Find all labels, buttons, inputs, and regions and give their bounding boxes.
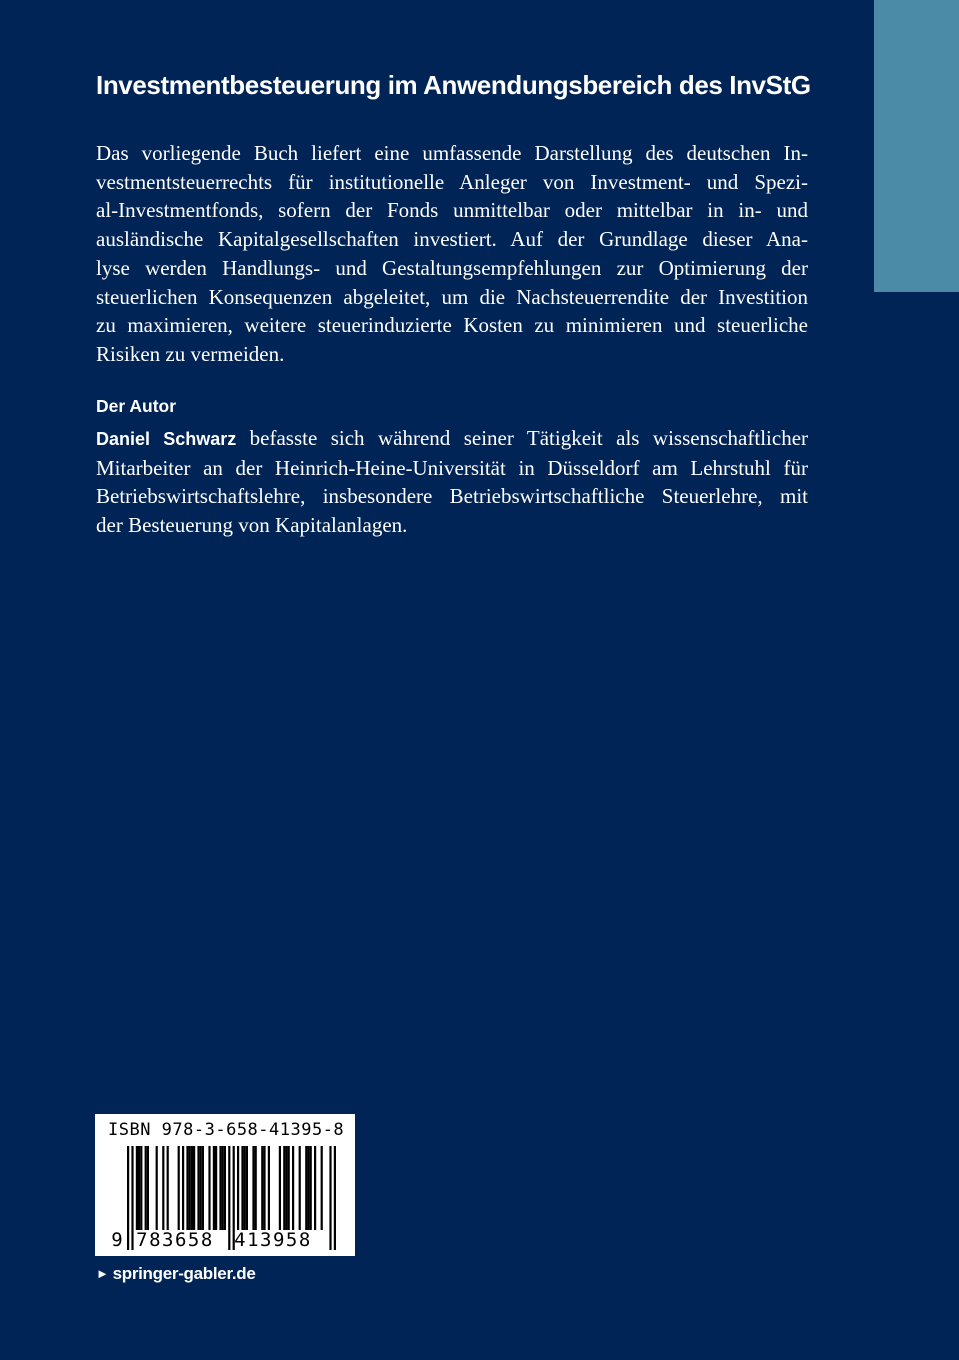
barcode-bar xyxy=(215,1146,217,1230)
accent-color-bar xyxy=(874,0,959,292)
barcode-bar xyxy=(208,1146,210,1230)
barcode-bar xyxy=(138,1146,140,1230)
book-description xyxy=(96,139,808,369)
barcode-bar xyxy=(329,1146,331,1250)
barcode-bar xyxy=(283,1146,285,1230)
author-name: Daniel Schwarz xyxy=(96,429,237,449)
author-bio-text: befasste sich während seiner Tätigkeit als wissenschaftlicher xyxy=(249,426,809,450)
barcode-bar xyxy=(305,1146,307,1230)
barcode-bar xyxy=(213,1146,215,1230)
author-bio-line: Mitarbeiter an der Heinrich-Heine-Universität in Düsseldorf am Lehrstuhl für xyxy=(96,455,808,480)
description-line: Risiken zu vermeiden. xyxy=(96,341,285,366)
isbn-label: ISBN 978-3-658-41395-8 xyxy=(108,1120,345,1140)
barcode-bar xyxy=(279,1146,281,1230)
barcode-bar xyxy=(189,1146,191,1230)
barcode-bar xyxy=(145,1146,147,1230)
barcode-bar xyxy=(261,1146,263,1230)
barcode-bar xyxy=(178,1146,180,1230)
description-line: Das vorliegende Buch liefert eine umfassende Darstellung des deutschen In- xyxy=(96,141,808,165)
author-bio xyxy=(96,424,808,540)
barcode-bar xyxy=(244,1146,246,1230)
barcode-bar xyxy=(191,1146,193,1230)
description-line: lyse werden Handlungs- und Gestaltungsempfehlungen zur Optimierung der xyxy=(96,255,808,280)
barcode-bar xyxy=(193,1146,195,1230)
barcode-bar xyxy=(241,1146,243,1230)
description-line: ausländische Kapitalgesellschaften investiert. Auf der Grundlage dieser Ana- xyxy=(96,227,808,252)
description-line: al-Investmentfonds, sofern der Fonds unmittelbar oder mittelbar in in- und xyxy=(96,198,808,223)
author-bio-line: Betriebswirtschaftslehre, insbesondere Betriebswirtschaftliche Steuerlehre, mit xyxy=(96,484,808,509)
barcode-bar xyxy=(288,1146,290,1230)
author-bio-line xyxy=(96,424,808,454)
barcode-bar xyxy=(200,1146,202,1230)
barcode-first-digit: 9 xyxy=(111,1229,123,1251)
barcode-bar xyxy=(307,1146,309,1230)
isbn-barcode xyxy=(95,1114,355,1256)
barcode-bar xyxy=(255,1146,257,1230)
barcode-bars xyxy=(95,1114,355,1256)
barcode-bar xyxy=(131,1146,133,1250)
barcode-bar xyxy=(285,1146,287,1230)
barcode-bar xyxy=(237,1146,239,1230)
author-bio-line: der Besteuerung von Kapitalanlagen. xyxy=(96,513,408,538)
barcode-bar xyxy=(127,1146,129,1250)
description-line: zu maximieren, weitere steuerinduzierte Kosten zu minimieren und steuerliche xyxy=(96,313,808,338)
barcode-bar xyxy=(228,1146,230,1250)
barcode-bar xyxy=(246,1146,248,1230)
barcode-right-digits: 413958 xyxy=(234,1229,312,1251)
barcode-bar xyxy=(252,1146,254,1230)
barcode-bar xyxy=(219,1146,221,1230)
author-heading: Der Autor xyxy=(96,396,177,416)
barcode-bar xyxy=(310,1146,312,1230)
barcode-bar xyxy=(182,1146,184,1230)
barcode-bar xyxy=(222,1146,224,1230)
barcode-bar xyxy=(321,1146,323,1230)
barcode-bar xyxy=(162,1146,164,1230)
description-line: vestmentsteuerrechts für institutionelle Anleger von Investment- und Spezi- xyxy=(96,169,808,194)
barcode-bar xyxy=(136,1146,138,1230)
barcode-bar xyxy=(292,1146,294,1230)
barcode-bar xyxy=(140,1146,142,1230)
barcode-bar xyxy=(156,1146,158,1230)
barcode-bar xyxy=(167,1146,169,1230)
barcode-bar xyxy=(186,1146,188,1230)
barcode-bar xyxy=(314,1146,316,1230)
barcode-bar xyxy=(334,1146,336,1250)
description-line: steuerlichen Konsequenzen abgeleitet, um die Nachsteuerrendite der Investition xyxy=(96,284,808,309)
barcode-bar xyxy=(268,1146,270,1230)
book-title: Investmentbesteuerung im Anwendungsbereich des InvStG xyxy=(96,70,811,100)
publisher-url: springer-gabler.de xyxy=(112,1264,256,1283)
barcode-bar xyxy=(197,1146,199,1230)
barcode-bar xyxy=(224,1146,226,1230)
barcode-left-digits: 783658 xyxy=(136,1229,214,1251)
barcode-bar xyxy=(202,1146,204,1230)
barcode-bar xyxy=(299,1146,301,1230)
barcode-bar xyxy=(263,1146,265,1230)
publisher-link[interactable] xyxy=(96,1264,256,1284)
arrow-right-icon: ► xyxy=(96,1266,109,1281)
barcode-bar xyxy=(147,1146,149,1230)
